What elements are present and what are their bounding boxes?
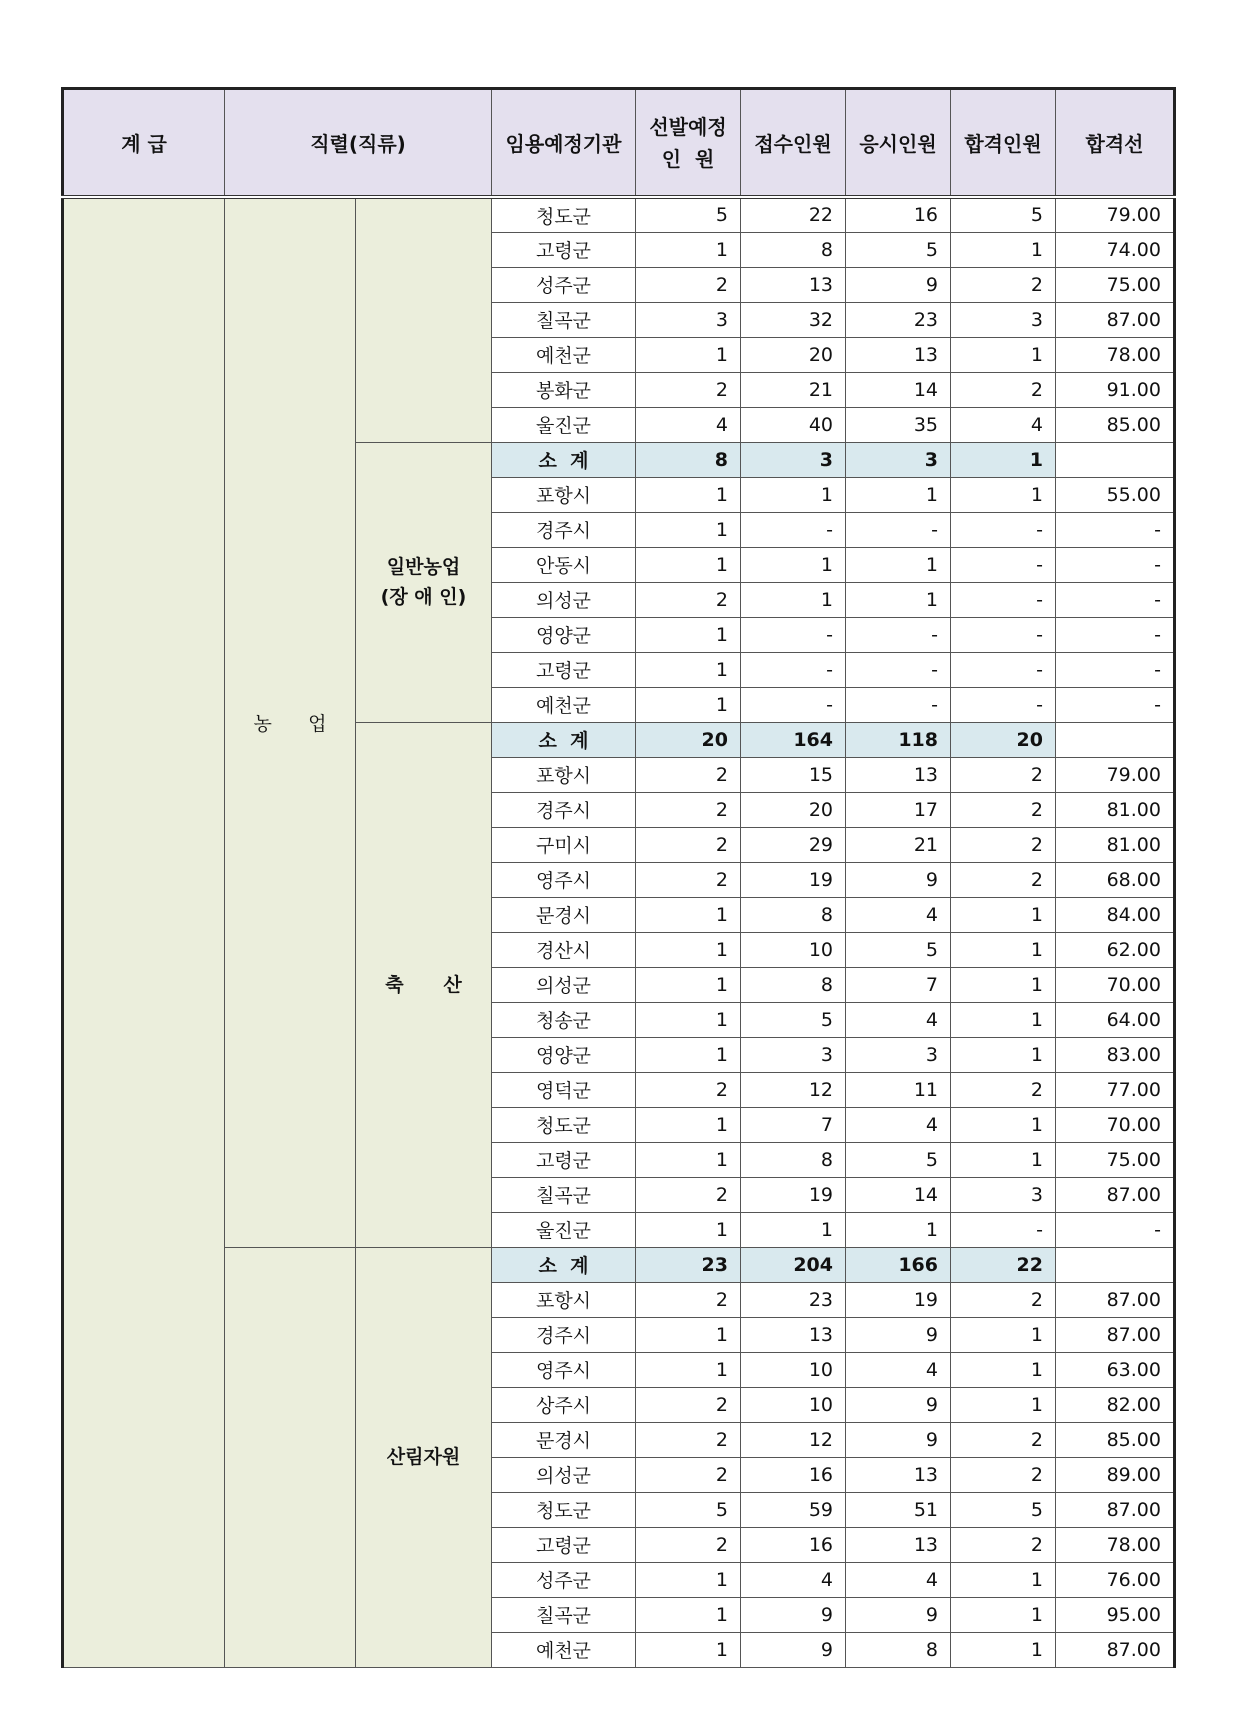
cutoff-score-cell: - [1056,617,1175,652]
applicant-count-cell: 29 [741,827,846,862]
applicant-count-cell: 13 [741,1317,846,1352]
header-job-series: 직렬(직류) [225,89,492,198]
applicant-count-cell: 8 [741,897,846,932]
cutoff-score-cell: 87.00 [1056,1282,1175,1317]
selection-count-cell: 2 [636,372,741,407]
subtotal-cutoff-empty [1056,1247,1175,1282]
institution-cell: 칠곡군 [492,1597,636,1632]
cutoff-score-cell: 70.00 [1056,967,1175,1002]
header-applicants: 접수인원 [741,89,846,198]
passed-count-cell: 2 [951,827,1056,862]
selection-count-cell: 2 [636,827,741,862]
examinee-count-cell: - [846,512,951,547]
institution-cell: 문경시 [492,897,636,932]
passed-count-cell: 2 [951,1527,1056,1562]
examinee-count-cell: 1 [846,477,951,512]
examinee-count-cell: 9 [846,1387,951,1422]
header-selection-line2: 인 원 [661,146,715,171]
passed-count-cell: - [951,1212,1056,1247]
examinee-count-cell: 8 [846,1632,951,1667]
institution-cell: 의성군 [492,1457,636,1492]
cutoff-score-cell: 55.00 [1056,477,1175,512]
examinee-count-cell: 4 [846,1107,951,1142]
selection-count-cell: 1 [636,337,741,372]
header-grade: 계 급 [63,89,225,198]
cutoff-score-cell: 75.00 [1056,1142,1175,1177]
institution-cell: 고령군 [492,232,636,267]
passed-count-cell: 1 [951,1562,1056,1597]
cutoff-score-cell: - [1056,512,1175,547]
selection-count-cell: 1 [636,652,741,687]
examinee-count-cell: - [846,617,951,652]
applicant-count-cell: 23 [741,1282,846,1317]
selection-count-cell: 1 [636,512,741,547]
applicant-count-cell: 10 [741,1387,846,1422]
passed-count-cell: 2 [951,1457,1056,1492]
institution-cell: 울진군 [492,407,636,442]
job-series-forestry-blank [225,1247,356,1667]
passed-count-cell: 3 [951,1177,1056,1212]
selection-count-cell: 2 [636,1527,741,1562]
institution-cell: 고령군 [492,1142,636,1177]
passed-count-cell: 1 [951,1597,1056,1632]
selection-count-cell: 3 [636,302,741,337]
examinee-count-cell: 5 [846,1142,951,1177]
institution-cell: 영덕군 [492,1072,636,1107]
applicant-count-cell: 9 [741,1597,846,1632]
cutoff-score-cell: 68.00 [1056,862,1175,897]
passed-count-cell: 1 [951,1142,1056,1177]
subtotal-passed: 22 [951,1247,1056,1282]
selection-count-cell: 2 [636,757,741,792]
examinee-count-cell: 13 [846,337,951,372]
cutoff-score-cell: 82.00 [1056,1387,1175,1422]
subtotal-label: 소 계 [492,1247,636,1282]
institution-cell: 청송군 [492,1002,636,1037]
selection-count-cell: 2 [636,1457,741,1492]
applicant-count-cell: 20 [741,337,846,372]
cutoff-score-cell: 87.00 [1056,1492,1175,1527]
applicant-count-cell: 16 [741,1457,846,1492]
institution-cell: 청도군 [492,197,636,232]
institution-cell: 상주시 [492,1387,636,1422]
table-body [63,197,1175,1667]
sub-series-cell-blank [356,197,492,442]
examinee-count-cell: 9 [846,1422,951,1457]
passed-count-cell: 2 [951,792,1056,827]
subtotal-applicants: 204 [741,1247,846,1282]
selection-count-cell: 2 [636,792,741,827]
institution-cell: 구미시 [492,827,636,862]
cutoff-score-cell: 74.00 [1056,232,1175,267]
institution-cell: 예천군 [492,337,636,372]
selection-count-cell: 2 [636,1072,741,1107]
cutoff-score-cell: 87.00 [1056,302,1175,337]
examinee-count-cell: 13 [846,1527,951,1562]
cutoff-score-cell: - [1056,582,1175,617]
selection-count-cell: 1 [636,1352,741,1387]
passed-count-cell: 2 [951,1072,1056,1107]
subtotal-passed: 20 [951,722,1056,757]
cutoff-score-cell: - [1056,547,1175,582]
institution-cell: 경주시 [492,1317,636,1352]
institution-cell: 칠곡군 [492,302,636,337]
cutoff-score-cell: 87.00 [1056,1632,1175,1667]
passed-count-cell: 2 [951,267,1056,302]
examinee-count-cell: 14 [846,1177,951,1212]
grade-cell [63,197,225,1667]
selection-count-cell: 1 [636,617,741,652]
header-examinees: 응시인원 [846,89,951,198]
examinee-count-cell: 1 [846,582,951,617]
institution-cell: 예천군 [492,1632,636,1667]
examinee-count-cell: 23 [846,302,951,337]
institution-cell: 문경시 [492,1422,636,1457]
examinee-count-cell: 3 [846,1037,951,1072]
selection-count-cell: 1 [636,1142,741,1177]
cutoff-score-cell: 64.00 [1056,1002,1175,1037]
applicant-count-cell: 22 [741,197,846,232]
passed-count-cell: - [951,582,1056,617]
examinee-count-cell: 13 [846,757,951,792]
applicant-count-cell: 40 [741,407,846,442]
cutoff-score-cell: 81.00 [1056,792,1175,827]
cutoff-score-cell: 91.00 [1056,372,1175,407]
cutoff-score-cell: 70.00 [1056,1107,1175,1142]
subtotal-examinees: 3 [846,442,951,477]
selection-count-cell: 2 [636,582,741,617]
institution-cell: 경주시 [492,792,636,827]
examinee-count-cell: 13 [846,1457,951,1492]
subtotal-selection: 8 [636,442,741,477]
subtotal-cutoff-empty [1056,442,1175,477]
passed-count-cell: - [951,512,1056,547]
passed-count-cell: 1 [951,1317,1056,1352]
cutoff-score-cell: 63.00 [1056,1352,1175,1387]
applicant-count-cell: 1 [741,582,846,617]
sub-series-line1: 일반농업 [386,556,461,578]
selection-count-cell: 5 [636,197,741,232]
sub-series-line2: (장 애 인) [380,586,467,608]
header-row [63,89,1175,198]
applicant-count-cell: 8 [741,1142,846,1177]
examinee-count-cell: - [846,687,951,722]
selection-count-cell: 1 [636,232,741,267]
passed-count-cell: 1 [951,1037,1056,1072]
subtotal-applicants: 3 [741,442,846,477]
examinee-count-cell: 21 [846,827,951,862]
cutoff-score-cell: 62.00 [1056,932,1175,967]
institution-cell: 울진군 [492,1212,636,1247]
cutoff-score-cell: 78.00 [1056,337,1175,372]
selection-count-cell: 1 [636,1597,741,1632]
passed-count-cell: 2 [951,862,1056,897]
institution-cell: 영양군 [492,617,636,652]
applicant-count-cell: 4 [741,1562,846,1597]
examinee-count-cell: 16 [846,197,951,232]
passed-count-cell: 1 [951,967,1056,1002]
applicant-count-cell: 19 [741,1177,846,1212]
passed-count-cell: 3 [951,302,1056,337]
cutoff-score-cell: 76.00 [1056,1562,1175,1597]
examinee-count-cell: 5 [846,232,951,267]
examinee-count-cell: 1 [846,1212,951,1247]
subtotal-examinees: 118 [846,722,951,757]
sub-series-livestock: 축 산 [356,722,492,1247]
passed-count-cell: 2 [951,1282,1056,1317]
examinee-count-cell: 4 [846,897,951,932]
institution-cell: 봉화군 [492,372,636,407]
examinee-count-cell: 9 [846,1597,951,1632]
selection-count-cell: 1 [636,477,741,512]
institution-cell: 칠곡군 [492,1177,636,1212]
applicant-count-cell: 21 [741,372,846,407]
passed-count-cell: 1 [951,1387,1056,1422]
selection-count-cell: 2 [636,1387,741,1422]
passed-count-cell: 1 [951,897,1056,932]
passed-count-cell: 1 [951,337,1056,372]
examinee-count-cell: 35 [846,407,951,442]
applicant-count-cell: - [741,617,846,652]
header-passed: 합격인원 [951,89,1056,198]
examinee-count-cell: 5 [846,932,951,967]
cutoff-score-cell: 85.00 [1056,1422,1175,1457]
cutoff-score-cell: 87.00 [1056,1177,1175,1212]
examinee-count-cell: 51 [846,1492,951,1527]
institution-cell: 성주군 [492,1562,636,1597]
applicant-count-cell: 59 [741,1492,846,1527]
selection-count-cell: 5 [636,1492,741,1527]
selection-count-cell: 1 [636,1632,741,1667]
applicant-count-cell: - [741,652,846,687]
selection-count-cell: 1 [636,1562,741,1597]
applicant-count-cell: 15 [741,757,846,792]
cutoff-score-cell: 85.00 [1056,407,1175,442]
applicant-count-cell: 20 [741,792,846,827]
institution-cell: 경산시 [492,932,636,967]
selection-count-cell: 1 [636,1037,741,1072]
applicant-count-cell: 1 [741,1212,846,1247]
selection-count-cell: 2 [636,1177,741,1212]
table-row [63,197,1175,232]
institution-cell: 포항시 [492,757,636,792]
cutoff-score-cell: 81.00 [1056,827,1175,862]
job-series-agriculture: 농 업 [225,197,356,1247]
cutoff-score-cell: 95.00 [1056,1597,1175,1632]
selection-count-cell: 4 [636,407,741,442]
institution-cell: 영주시 [492,862,636,897]
applicant-count-cell: 16 [741,1527,846,1562]
selection-count-cell: 1 [636,1317,741,1352]
selection-count-cell: 1 [636,1002,741,1037]
institution-cell: 의성군 [492,967,636,1002]
cutoff-score-cell: 78.00 [1056,1527,1175,1562]
cutoff-score-cell: 83.00 [1056,1037,1175,1072]
applicant-count-cell: 13 [741,267,846,302]
examinee-count-cell: - [846,652,951,687]
selection-count-cell: 1 [636,932,741,967]
passed-count-cell: 1 [951,932,1056,967]
selection-count-cell: 2 [636,1422,741,1457]
passed-count-cell: 2 [951,757,1056,792]
institution-cell: 의성군 [492,582,636,617]
applicant-count-cell: - [741,512,846,547]
applicant-count-cell: 12 [741,1422,846,1457]
institution-cell: 포항시 [492,1282,636,1317]
examinee-count-cell: 9 [846,267,951,302]
selection-count-cell: 2 [636,862,741,897]
header-institution: 임용예정기관 [492,89,636,198]
passed-count-cell: - [951,652,1056,687]
subtotal-applicants: 164 [741,722,846,757]
cutoff-score-cell: 75.00 [1056,267,1175,302]
institution-cell: 경주시 [492,512,636,547]
cutoff-score-cell: 89.00 [1056,1457,1175,1492]
cutoff-score-cell: 77.00 [1056,1072,1175,1107]
selection-count-cell: 2 [636,267,741,302]
applicant-count-cell: 8 [741,232,846,267]
passed-count-cell: 1 [951,477,1056,512]
subtotal-examinees: 166 [846,1247,951,1282]
institution-cell: 청도군 [492,1492,636,1527]
institution-cell: 영양군 [492,1037,636,1072]
selection-count-cell: 1 [636,1212,741,1247]
passed-count-cell: 5 [951,1492,1056,1527]
results-table [61,87,1176,1668]
institution-cell: 청도군 [492,1107,636,1142]
cutoff-score-cell: 79.00 [1056,757,1175,792]
examinee-count-cell: 9 [846,1317,951,1352]
passed-count-cell: 4 [951,407,1056,442]
institution-cell: 포항시 [492,477,636,512]
applicant-count-cell: - [741,687,846,722]
passed-count-cell: 1 [951,1352,1056,1387]
examinee-count-cell: 9 [846,862,951,897]
passed-count-cell: 5 [951,197,1056,232]
cutoff-score-cell: 84.00 [1056,897,1175,932]
passed-count-cell: - [951,617,1056,652]
cutoff-score-cell: 79.00 [1056,197,1175,232]
header-cutoff: 합격선 [1056,89,1175,198]
sub-series-general-agriculture-disabled [356,442,492,722]
selection-count-cell: 1 [636,897,741,932]
applicant-count-cell: 9 [741,1632,846,1667]
passed-count-cell: 1 [951,232,1056,267]
passed-count-cell: - [951,547,1056,582]
cutoff-score-cell: 87.00 [1056,1317,1175,1352]
table-row [63,1247,1175,1282]
selection-count-cell: 1 [636,967,741,1002]
applicant-count-cell: 10 [741,932,846,967]
subtotal-passed: 1 [951,442,1056,477]
examinee-count-cell: 1 [846,547,951,582]
cutoff-score-cell: - [1056,687,1175,722]
applicant-count-cell: 12 [741,1072,846,1107]
header-selection-line1: 선발예정 [649,114,727,139]
examinee-count-cell: 19 [846,1282,951,1317]
selection-count-cell: 1 [636,1107,741,1142]
institution-cell: 고령군 [492,652,636,687]
subtotal-label: 소 계 [492,442,636,477]
subtotal-cutoff-empty [1056,722,1175,757]
passed-count-cell: 1 [951,1002,1056,1037]
applicant-count-cell: 10 [741,1352,846,1387]
applicant-count-cell: 32 [741,302,846,337]
institution-cell: 안동시 [492,547,636,582]
examinee-count-cell: 17 [846,792,951,827]
applicant-count-cell: 3 [741,1037,846,1072]
examinee-count-cell: 14 [846,372,951,407]
institution-cell: 고령군 [492,1527,636,1562]
subtotal-selection: 20 [636,722,741,757]
examinee-count-cell: 11 [846,1072,951,1107]
examinee-count-cell: 7 [846,967,951,1002]
institution-cell: 예천군 [492,687,636,722]
institution-cell: 성주군 [492,267,636,302]
passed-count-cell: 2 [951,372,1056,407]
applicant-count-cell: 19 [741,862,846,897]
passed-count-cell: - [951,687,1056,722]
sub-series-forest-resources: 산림자원 [356,1247,492,1667]
examinee-count-cell: 4 [846,1352,951,1387]
applicant-count-cell: 1 [741,547,846,582]
selection-count-cell: 1 [636,547,741,582]
examinee-count-cell: 4 [846,1002,951,1037]
passed-count-cell: 2 [951,1422,1056,1457]
subtotal-label: 소 계 [492,722,636,757]
subtotal-selection: 23 [636,1247,741,1282]
applicant-count-cell: 7 [741,1107,846,1142]
applicant-count-cell: 5 [741,1002,846,1037]
selection-count-cell: 1 [636,687,741,722]
header-selection [636,89,741,198]
cutoff-score-cell: - [1056,1212,1175,1247]
examinee-count-cell: 4 [846,1562,951,1597]
selection-count-cell: 2 [636,1282,741,1317]
passed-count-cell: 1 [951,1107,1056,1142]
applicant-count-cell: 8 [741,967,846,1002]
passed-count-cell: 1 [951,1632,1056,1667]
applicant-count-cell: 1 [741,477,846,512]
institution-cell: 영주시 [492,1352,636,1387]
cutoff-score-cell: - [1056,652,1175,687]
